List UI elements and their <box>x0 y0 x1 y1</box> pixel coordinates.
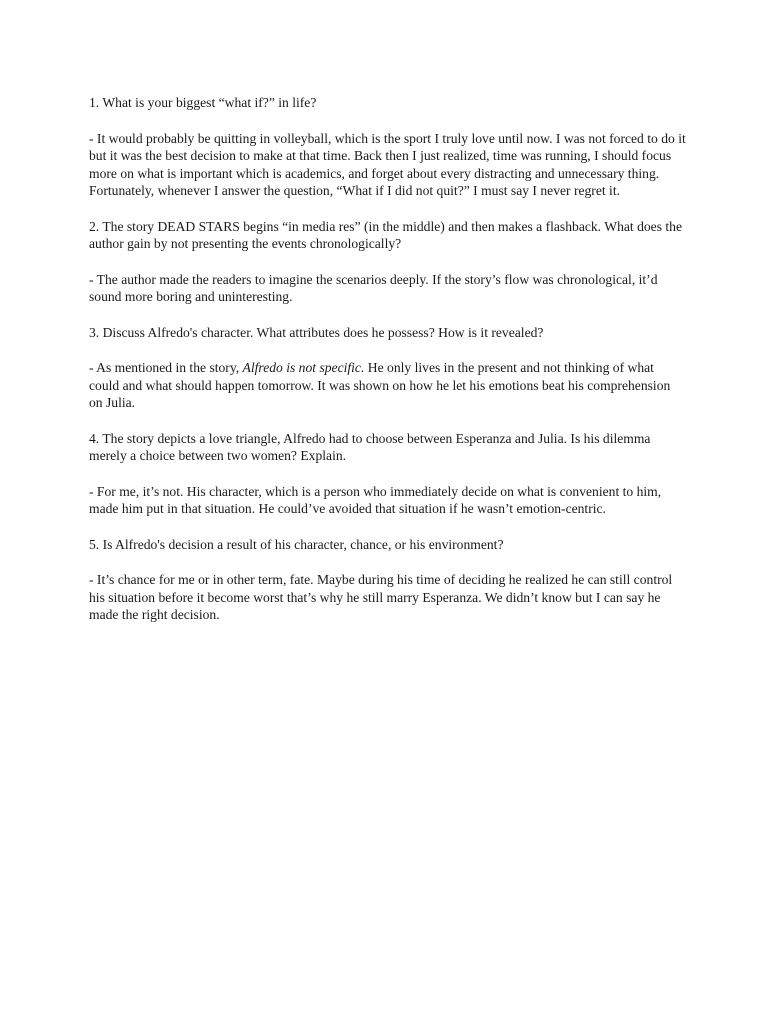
question-3: 3. Discuss Alfredo's character. What attributes does he possess? How is it revealed? <box>89 324 544 340</box>
question-4: 4. The story depicts a love triangle, Alfredo had to choose between Esperanza and Julia. Is his dilemma merely a choice between two women? Explain. <box>89 430 651 463</box>
answer-3-prefix: - As mentioned in the story, <box>89 360 243 375</box>
answer-3-suffix: He only lives in the present and not thinking of what could and what should happen tomorrow. It was shown on how he let his emotions beat his comprehension on Julia. <box>89 360 671 410</box>
answer-2: - The author made the readers to imagine the scenarios deeply. If the story’s flow was chronological, it’d sound more boring and uninteresting. <box>89 271 658 304</box>
answer-3-italic: Alfredo is not specific. <box>242 360 365 375</box>
answer-1: - It would probably be quitting in volleyball, which is the sport I truly love until now. I was not forced to do it but it was the best decision to make at that time. Back then I just realized, time was running, I should focus more on what is important which is academics, and forget about every distracting and unnecessary thing. Fortunately, whenever I answer the question, “What if I did not quit?” I must say I never regret it. <box>89 130 686 198</box>
question-5: 5. Is Alfredo's decision a result of his character, chance, or his environment? <box>89 536 504 552</box>
answer-3 <box>89 359 687 412</box>
question-2: 2. The story DEAD STARS begins “in media res” (in the middle) and then makes a flashback. What does the author gain by not presenting the events chronologically? <box>89 218 682 251</box>
answer-4: - For me, it’s not. His character, which is a person who immediately decide on what is convenient to him, made him put in that situation. He could’ve avoided that situation if he wasn’t emotion-centric. <box>89 483 662 516</box>
document-body <box>89 94 687 642</box>
question-1: 1. What is your biggest “what if?” in life? <box>89 95 317 110</box>
answer-5: - It’s chance for me or in other term, fate. Maybe during his time of deciding he realized he can still control his situation before it become worst that’s why he still marry Esperanza. We didn’t know but I can say he made the right decision. <box>89 572 673 622</box>
